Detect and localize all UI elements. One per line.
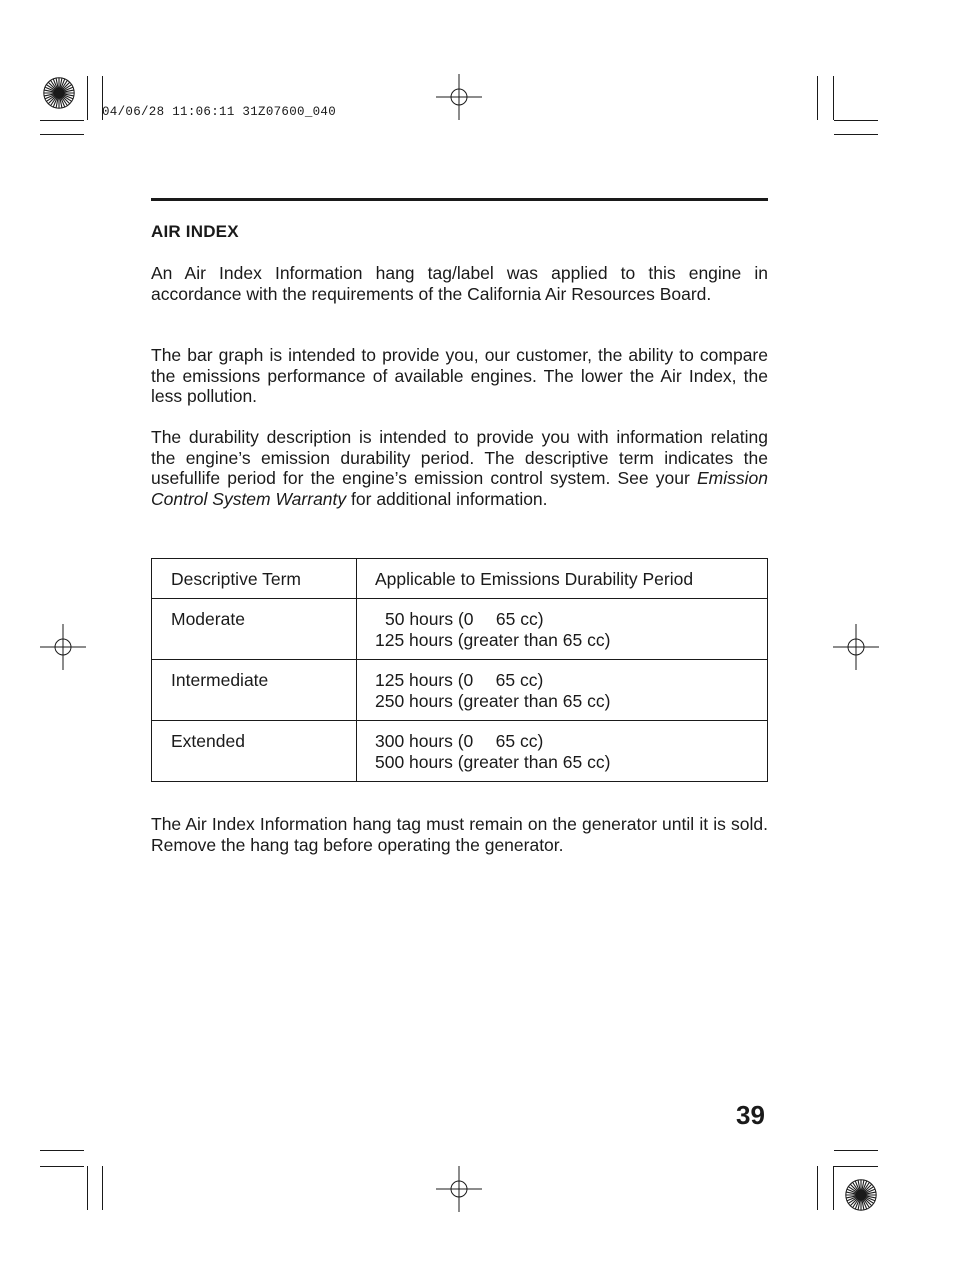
section-top-rule xyxy=(151,198,768,201)
column-header-period: Applicable to Emissions Durability Period xyxy=(357,559,768,599)
column-header-term: Descriptive Term xyxy=(152,559,357,599)
registration-crosshair-icon xyxy=(436,1166,482,1212)
term-cell: Extended xyxy=(152,721,357,782)
period-line: 50 hours (0 65 cc) xyxy=(385,609,544,629)
starburst-target-icon xyxy=(845,1179,877,1211)
period-cell xyxy=(357,721,768,782)
table-row xyxy=(152,599,768,660)
intro-paragraph: An Air Index Information hang tag/label was applied to this engine in accordance with the requirements of the California Air Resources Board. xyxy=(151,263,768,304)
section-heading: AIR INDEX xyxy=(151,222,239,241)
period-line: 250 hours (greater than 65 cc) xyxy=(375,690,611,711)
table-header-row xyxy=(152,559,768,599)
period-line: 125 hours (0 65 cc) xyxy=(375,670,544,690)
term-cell: Moderate xyxy=(152,599,357,660)
durability-paragraph xyxy=(151,427,768,509)
durability-text: The durability description is intended to provide you with information relating the engine’s emission durability period. The descriptive term indicates the usefullife period for the engine’s emission control system. See your xyxy=(151,427,768,488)
closing-paragraph: The Air Index Information hang tag must remain on the generator until it is sold. Remove the hang tag before operating the generator. xyxy=(151,814,768,855)
bar-graph-paragraph: The bar graph is intended to provide you, our customer, the ability to compare the emissions performance of available engines. The lower the Air Index, the less pollution. xyxy=(151,345,768,406)
registration-crosshair-icon xyxy=(436,74,482,120)
warranty-title: Emission Control System Warranty xyxy=(151,468,768,509)
registration-crosshair-icon xyxy=(833,624,879,670)
durability-table xyxy=(151,558,768,782)
durability-text-end: for additional information. xyxy=(351,488,548,509)
table-row xyxy=(152,721,768,782)
registration-crosshair-icon xyxy=(40,624,86,670)
term-cell: Intermediate xyxy=(152,660,357,721)
page-number: 39 xyxy=(736,1100,765,1130)
period-line: 125 hours (greater than 65 cc) xyxy=(375,629,611,650)
period-cell xyxy=(357,660,768,721)
starburst-target-icon xyxy=(43,77,75,109)
period-line: 500 hours (greater than 65 cc) xyxy=(375,751,611,772)
table-row xyxy=(152,660,768,721)
period-cell xyxy=(357,599,768,660)
print-timestamp: 04/06/28 11:06:11 31Z07600_040 xyxy=(102,105,337,119)
period-line: 300 hours (0 65 cc) xyxy=(375,731,544,751)
